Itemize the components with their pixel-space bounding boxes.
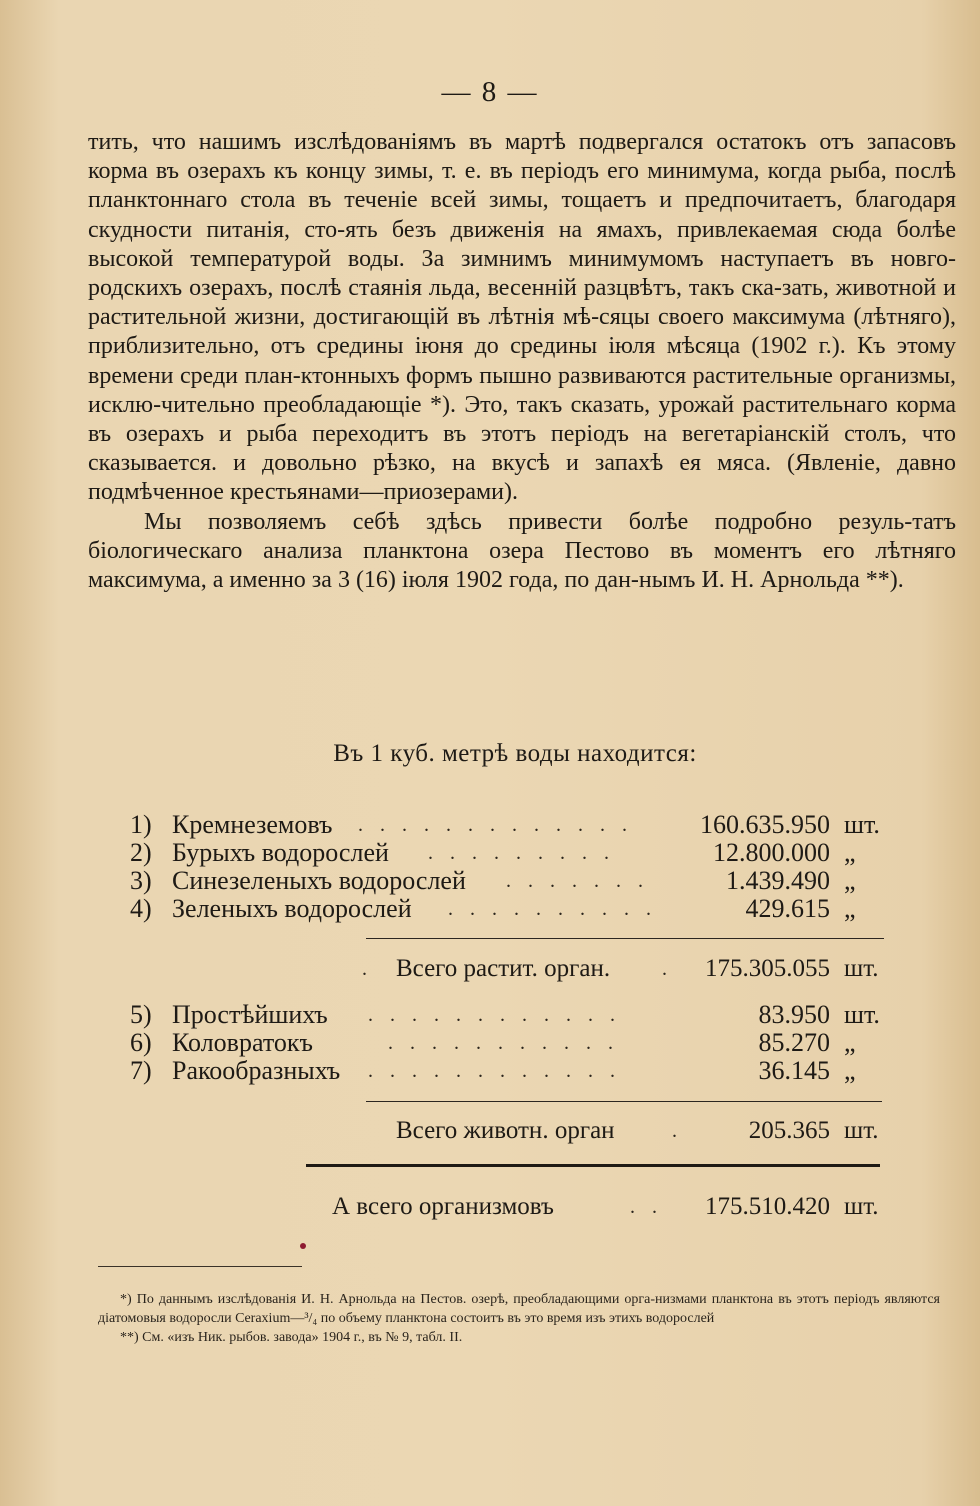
row-name: Коловратокъ [172, 1028, 313, 1057]
row-unit: „ [844, 838, 856, 867]
footnote-2: **) См. «изъ Ник. рыбов. завода» 1904 г., въ № 9, табл. II. [120, 1330, 463, 1345]
row-value: 429.615 [745, 894, 830, 923]
subtotal-rule [366, 1101, 882, 1102]
leader-dots: . . . . . . . . . . . . [368, 1004, 621, 1026]
ink-spot [300, 1243, 306, 1249]
table-heading: Въ 1 куб. метрѣ воды находится: [333, 740, 697, 767]
table-row [130, 1028, 890, 1058]
table-row [130, 1000, 890, 1030]
leader-dots: . . . . . . . . . [428, 842, 615, 864]
leader-dots: . . . . . . . . . . . . [368, 1060, 621, 1082]
animal-total-row [130, 1116, 890, 1146]
row-value: 160.635.950 [700, 810, 830, 839]
grand-total-unit: шт. [844, 1193, 879, 1220]
leader-dots: . [662, 958, 673, 980]
leader-dots: . . . . . . . . . . [448, 898, 657, 920]
leader-dots: . [672, 1120, 683, 1142]
leader-dots: . . . . . . . [506, 870, 649, 892]
row-index: 3) [130, 866, 152, 895]
row-name: Синезеленыхъ водорослей [172, 866, 466, 895]
plant-total-row [130, 954, 890, 984]
plant-total-label: Всего растит. орган. [396, 955, 611, 982]
paragraph-2: Мы позволяемъ себѣ здѣсь привести болѣе подробно резуль-татъ бiологическаго анализа планктона озера Пестово въ моментъ его лѣтняго максимума, а именно за 3 (16) iюля 1902 года, по дан-нымъ И. Н. Арнольда **). [88, 508, 956, 594]
body-text [88, 128, 956, 595]
row-unit: шт. [844, 1000, 880, 1029]
row-index: 7) [130, 1056, 152, 1085]
row-value: 36.145 [758, 1056, 830, 1085]
row-index: 4) [130, 894, 152, 923]
table-row [130, 810, 890, 840]
row-name: Бурыхъ водорослей [172, 838, 389, 867]
subtotal-rule [366, 938, 884, 939]
footnote-rule [98, 1266, 302, 1267]
row-index: 6) [130, 1028, 152, 1057]
plant-total-value: 175.305.055 [705, 955, 830, 982]
table-row [130, 894, 890, 924]
grand-total-value: 175.510.420 [705, 1193, 830, 1220]
animal-total-label: Всего животн. орган [396, 1117, 615, 1144]
leader-dots: . . [630, 1196, 663, 1218]
row-index: 1) [130, 810, 152, 839]
row-unit: шт. [844, 810, 880, 839]
row-unit: „ [844, 1056, 856, 1085]
animal-total-unit: шт. [844, 1117, 879, 1144]
leader-dots: . . . . . . . . . . . . . [358, 814, 633, 836]
grand-total-row [130, 1192, 890, 1222]
plant-total-unit: шт. [844, 955, 879, 982]
table-row [130, 1056, 890, 1086]
row-index: 2) [130, 838, 152, 867]
row-unit: „ [844, 1028, 856, 1057]
page-number: — 8 — [441, 76, 539, 108]
table-row [130, 866, 890, 896]
total-rule [306, 1164, 880, 1167]
row-name: Зеленыхъ водорослей [172, 894, 412, 923]
row-index: 5) [130, 1000, 152, 1029]
animal-total-value: 205.365 [748, 1117, 830, 1144]
leader-dots: . [362, 958, 373, 980]
row-unit: „ [844, 894, 856, 923]
grand-total-label: А всего организмовъ [332, 1193, 554, 1220]
footnotes [98, 1290, 940, 1347]
row-name: Простѣйшихъ [172, 1000, 328, 1029]
footnote-1: *) По даннымъ изслѣдованiя И. Н. Арнольда на Пестов. озерѣ, преобладающими орга-низмами планктона въ этотъ перiодъ являются дiатомовыя водоросли Ceraxium—³/₄ по объему планктона состоитъ въ это время изъ этихъ водорослей [98, 1292, 940, 1326]
table-row [130, 838, 890, 868]
row-name: Ракообразныхъ [172, 1056, 341, 1085]
row-value: 12.800.000 [713, 838, 830, 867]
row-name: Кремнеземовъ [172, 810, 333, 839]
row-unit: „ [844, 866, 856, 895]
row-value: 83.950 [758, 1000, 830, 1029]
row-value: 1.439.490 [726, 866, 830, 895]
row-value: 85.270 [758, 1028, 830, 1057]
leader-dots: . . . . . . . . . . . [388, 1032, 619, 1054]
paragraph-1: тить, что нашимъ изслѣдованiямъ въ мартѣ подвергался остатокъ отъ запасовъ корма въ озерахъ къ концу зимы, т. е. въ перiодъ его минимума, когда рыба, послѣ планктоннаго стола въ теченiе всей зимы, тощаетъ и предпочитаетъ, благодаря скудности питанiя, сто-ять безъ движенiя на ямахъ, привлекаемая сюда болѣе высокой температурой воды. За зимнимъ минимумомъ наступаетъ въ новго-родскихъ озерахъ, послѣ стаянiя льда, весеннiй разцвѣтъ, такъ ска-зать, животной и растительной жизни, достигающiй въ лѣтнiя мѣ-сяцы своего максимума (лѣтняго), приблизительно, отъ средины iюня до средины iюля мѣсяца (1902 г.). Къ этому времени среди план-ктонныхъ формъ пышно развиваются растительные организмы, исклю-чительно преобладающiе *). Это, такъ сказать, урожай растительнаго корма въ озерахъ и рыба переходитъ въ этотъ перiодъ на вегетарiанскiй столъ, что сказывается. и довольно рѣзко, на вкусѣ и запахѣ ея мяса. (Явленiе, давно подмѣченное крестьянами—приозерами). [88, 129, 956, 506]
